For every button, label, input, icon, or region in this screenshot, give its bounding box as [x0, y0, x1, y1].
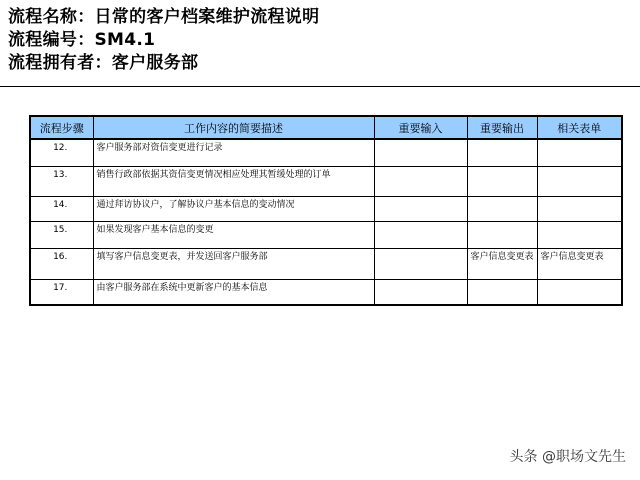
- process-name: 流程名称：日常的客户档案维护流程说明: [8, 7, 320, 27]
- process-owner: 流程拥有者：客户服务部: [8, 53, 199, 73]
- table-row: [30, 279, 622, 305]
- header-divider: [0, 86, 640, 87]
- step-description: 通过拜访协议户，了解协议户基本信息的变动情况: [93, 196, 374, 221]
- table-row: [30, 166, 622, 196]
- step-form: 客户信息变更表: [537, 248, 622, 279]
- column-header-output: 重要输出: [467, 116, 537, 139]
- step-output: 客户信息变更表: [467, 248, 537, 279]
- step-input: [374, 166, 467, 196]
- step-number: 12.: [30, 139, 93, 166]
- table-header-row: [30, 116, 622, 139]
- step-description: 客户服务部对资信变更进行记录: [93, 139, 374, 166]
- step-input: [374, 248, 467, 279]
- column-header-input: 重要输入: [374, 116, 467, 139]
- step-number: 17.: [30, 279, 93, 305]
- step-number: 14.: [30, 196, 93, 221]
- step-description: 如果发现客户基本信息的变更: [93, 221, 374, 248]
- step-form: [537, 221, 622, 248]
- watermark: 头条 @职场文先生: [509, 449, 626, 465]
- step-form: [537, 166, 622, 196]
- step-input: [374, 139, 467, 166]
- step-number: 16.: [30, 248, 93, 279]
- column-header-step: 流程步骤: [30, 116, 93, 139]
- table-row: [30, 221, 622, 248]
- step-form: [537, 279, 622, 305]
- step-input: [374, 196, 467, 221]
- column-header-form: 相关表单: [537, 116, 622, 139]
- step-description: 销售行政部依据其资信变更情况相应处理其暂缓处理的订单: [93, 166, 374, 196]
- step-output: [467, 196, 537, 221]
- step-input: [374, 279, 467, 305]
- step-input: [374, 221, 467, 248]
- step-output: [467, 166, 537, 196]
- step-form: [537, 196, 622, 221]
- step-output: [467, 221, 537, 248]
- step-number: 13.: [30, 166, 93, 196]
- step-description: 填写客户信息变更表，并发送回客户服务部: [93, 248, 374, 279]
- document-header: [8, 6, 628, 75]
- table-row: [30, 196, 622, 221]
- step-form: [537, 139, 622, 166]
- process-table: [29, 115, 623, 306]
- table-row: [30, 139, 622, 166]
- step-output: [467, 279, 537, 305]
- step-description: 由客户服务部在系统中更新客户的基本信息: [93, 279, 374, 305]
- step-output: [467, 139, 537, 166]
- table-row: [30, 248, 622, 279]
- step-number: 15.: [30, 221, 93, 248]
- column-header-description: 工作内容的简要描述: [93, 116, 374, 139]
- process-code: 流程编号：SM4.1: [8, 30, 156, 50]
